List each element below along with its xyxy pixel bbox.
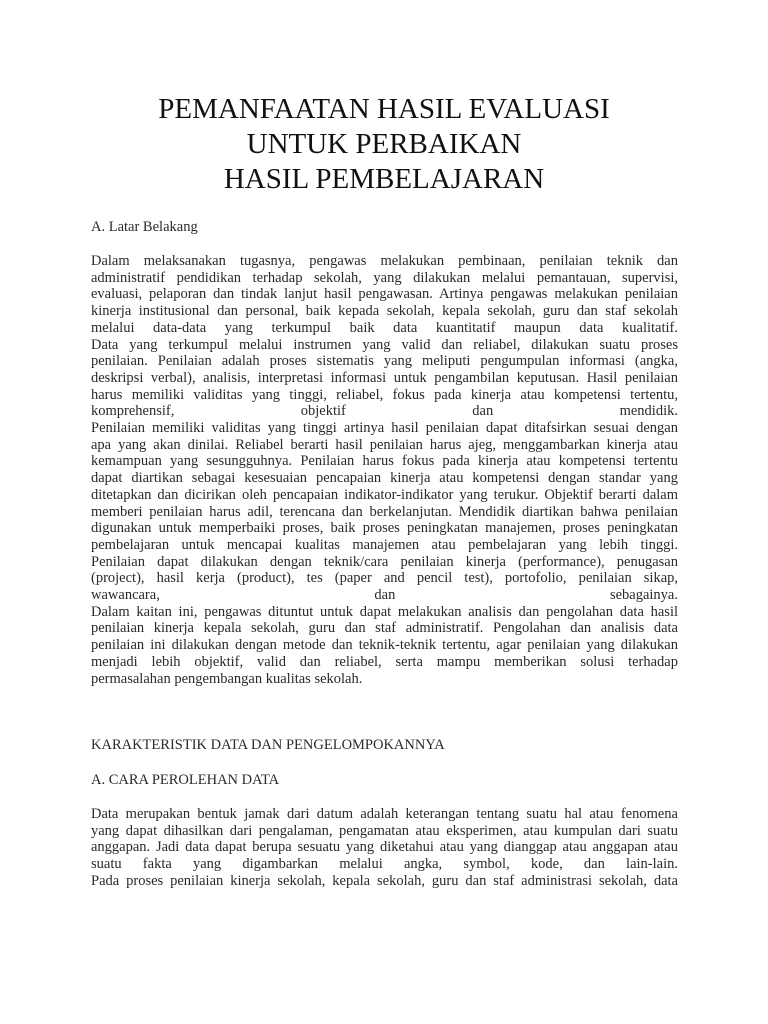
text-line: komprehensif, objektif dan mendidik.	[91, 403, 678, 420]
heading-cara-perolehan-data: A. CARA PEROLEHAN DATA	[91, 772, 280, 788]
text-line: kemampuan yang sesungguhnya. Penilaian harus fokus pada kinerja atau kompetensi tertentu	[91, 453, 678, 470]
text-line: suatu fakta yang digambarkan melalui angka, symbol, kode, dan lain-lain.	[91, 856, 678, 873]
text-line: Data merupakan bentuk jamak dari datum adalah keterangan tentang suatu hal atau fenomena	[91, 806, 678, 822]
text-line: memberi penilaian harus adil, terencana dan berkelanjutan. Mendidik diartikan bahwa penilaian	[91, 503, 678, 520]
text-line: evaluasi, pelaporan dan tindak lanjut hasil pengawasan. Artinya pengawas melakukan penilaian	[91, 286, 678, 303]
text-line: penilaian. Penilaian adalah proses sistematis yang meliputi pengumpulan informasi (angka,	[91, 353, 678, 370]
document-title	[60, 92, 708, 197]
text-line: menjadi lebih objektif, valid dan reliabel, serta mampu memberikan solusi terhadap	[91, 653, 678, 670]
text-line: dapat diartikan sebagai kesesuaian pencapaian kinerja atau kompetensi dengan standar yang	[91, 470, 678, 487]
title-line: PEMANFAATAN HASIL EVALUASI	[158, 93, 610, 125]
text-line: Dalam kaitan ini, pengawas dituntut untuk dapat melakukan analisis dan pengolahan data hasil	[91, 603, 678, 620]
text-line: (project), hasil kerja (product), tes (paper and pencil test), portofolio, penilaian sikap,	[91, 570, 678, 587]
heading-karakteristik-data: KARAKTERISTIK DATA DAN PENGELOMPOKANNYA	[91, 737, 445, 753]
text-line: deskripsi verbal), analisis, interpretasi informasi untuk pengambilan keputusan. Hasil penilaian	[91, 369, 678, 386]
text-line: kinerja institusional dan personal, baik kepada sekolah, kepala sekolah, guru dan staf sekolah	[91, 303, 678, 320]
title-line: HASIL PEMBELAJARAN	[223, 163, 545, 195]
text-line: Penilaian dapat dilakukan dengan teknik/cara penilaian kinerja (performance), penugasan	[91, 553, 678, 570]
title-line: UNTUK PERBAIKAN	[246, 128, 522, 160]
text-line: Data yang terkumpul melalui instrumen yang valid dan reliabel, dilakukan suatu proses	[91, 336, 678, 353]
section-heading-latar-belakang: A. Latar Belakang	[91, 219, 198, 235]
text-line: permasalahan pengembangan kualitas sekolah.	[91, 670, 363, 687]
text-line: melalui data-data yang terkumpul baik data kuantitatif maupun data kualitatif.	[91, 319, 678, 336]
paragraph-cara-perolehan-data	[91, 806, 678, 890]
text-line: pembelajaran untuk mencapai kualitas manajemen atau pembelajaran yang lebih tinggi.	[91, 536, 678, 553]
text-line: wawancara, dan sebagainya.	[91, 587, 678, 604]
text-line: penilaian ini dilakukan dengan metode dan teknik-teknik tertentu, agar penilaian yang dilakukan	[91, 637, 678, 654]
text-line: yang dapat dihasilkan dari pengalaman, pengamatan atau eksperimen, atau kumpulan dari suatu	[91, 822, 678, 839]
text-line: Pada proses penilaian kinerja sekolah, kepala sekolah, guru dan staf administrasi sekolah, data	[91, 872, 678, 889]
text-line: Penilaian memiliki validitas yang tinggi artinya hasil penilaian dapat ditafsirkan sesuai dengan	[91, 420, 678, 437]
text-line: administratif pendidikan terhadap sekolah, yang dilakukan melalui pemantauan, supervisi,	[91, 269, 678, 286]
text-line: anggapan. Jadi data dapat berupa sesuatu yang diketahui atau yang dianggap atau anggapan atau	[91, 839, 678, 856]
paragraph-latar-belakang	[91, 253, 678, 687]
text-line: harus memiliki validitas yang tinggi, reliabel, fokus pada kinerja atau kompetensi tertentu,	[91, 386, 678, 403]
text-line: ditetapkan dan dicirikan oleh pencapaian indikator-indikator yang terukur. Objektif berarti dalam	[91, 486, 678, 503]
text-line: penilaian kinerja kepala sekolah, guru dan staf administratif. Pengolahan dan analisis data	[91, 620, 678, 637]
text-line: apa yang akan dinilai. Reliabel berarti hasil penilaian harus ajeg, menggambarkan kinerja atau	[91, 436, 678, 453]
text-line: Dalam melaksanakan tugasnya, pengawas melakukan pembinaan, penilaian teknik dan	[91, 253, 678, 269]
text-line: digunakan untuk memperbaiki proses, baik proses peningkatan manajemen, proses peningkatan	[91, 520, 678, 537]
